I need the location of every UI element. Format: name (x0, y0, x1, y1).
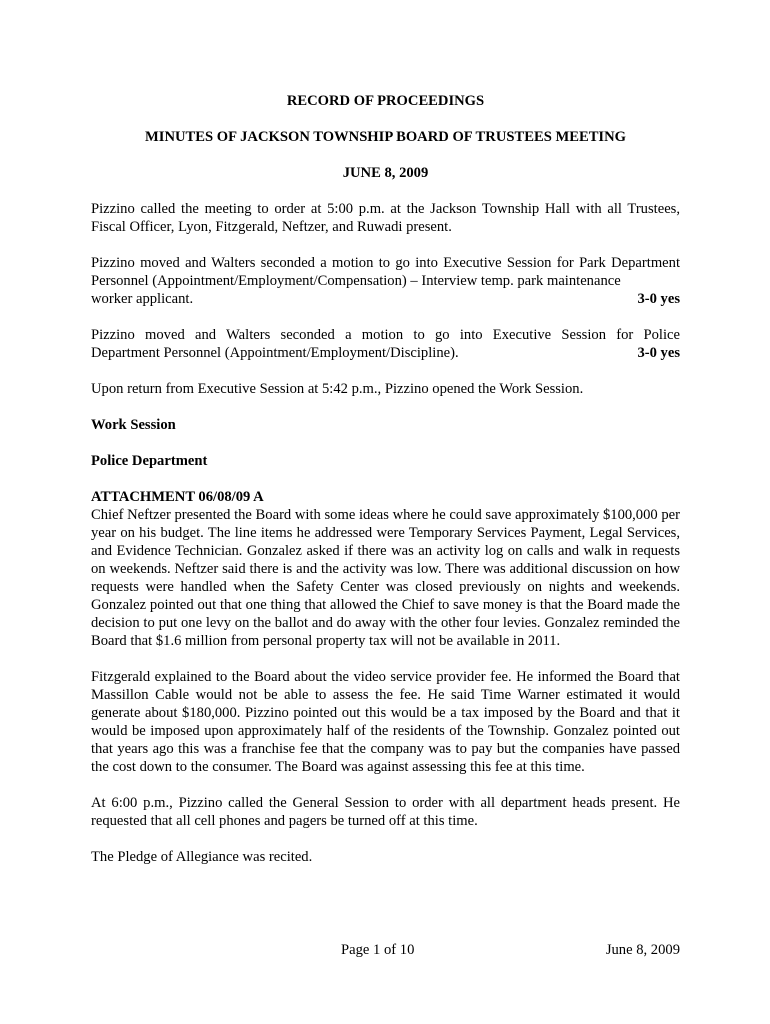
police-executive-session-paragraph (91, 326, 680, 362)
park-motion-last-line: worker applicant. (91, 291, 194, 307)
work-session-heading: Work Session (91, 417, 176, 433)
video-service-fee-paragraph: Fitzgerald explained to the Board about the video service provider fee. He informed the Board that Massillon Cable would not be able to assess the fee. He said Time Warner estimated it would generate about $180,000. Pizzino pointed out this would be a tax imposed by the Board and that it would be imposed upon approximately half of the residents of the Township. Gonzalez pointed out that years ago this was a franchise fee that the company was to pay but the companies have passed the cost down to the consumer. The Board was against assessing this fee at this time. (91, 669, 680, 775)
record-title: RECORD OF PROCEEDINGS (286, 93, 485, 109)
work-session-opened-paragraph: Upon return from Executive Session at 5:42 p.m., Pizzino opened the Work Session. (91, 381, 584, 397)
police-motion-last-line: Department Personnel (Appointment/Employment/Discipline). (91, 345, 459, 361)
park-vote-result: 3-0 yes (637, 291, 680, 307)
meeting-date: JUNE 8, 2009 (342, 165, 429, 181)
police-vote-result: 3-0 yes (637, 345, 680, 361)
attachment-heading: ATTACHMENT 06/08/09 A (91, 489, 264, 505)
document-body (91, 88, 680, 866)
call-to-order-paragraph: Pizzino called the meeting to order at 5:00 p.m. at the Jackson Township Hall with all Trustees, Fiscal Officer, Lyon, Fitzgerald, Neftzer, and Ruwadi present. (91, 201, 680, 235)
general-session-paragraph: At 6:00 p.m., Pizzino called the General Session to order with all department heads present. He requested that all cell phones and pagers be turned off at this time. (91, 795, 680, 829)
page-number: Page 1 of 10 (341, 942, 415, 958)
minutes-title: MINUTES OF JACKSON TOWNSHIP BOARD OF TRUSTEES MEETING (144, 129, 626, 145)
police-motion-text: Pizzino moved and Walters seconded a motion to go into Executive Session for Police (91, 327, 680, 343)
police-budget-paragraph: Chief Neftzer presented the Board with some ideas where he could save approximately $100,000 per year on his budget. The line items he addressed were Temporary Services Payment, Legal Services, and Evidence Technician. Gonzalez asked if there was an activity log on calls and walk in requests on weekends. Neftzer said there is and the activity was low. There was additional discussion on how requests were handled when the Safety Center was closed previously on nights and weekends. Gonzalez pointed out that one thing that allowed the Chief to save money is that the Board made the decision to put one levy on the ballot and do away with the other four levies. Gonzalez reminded the Board that $1.6 million from personal property tax will not be available in 2011. (91, 507, 680, 649)
pledge-paragraph: The Pledge of Allegiance was recited. (91, 849, 313, 865)
police-department-heading: Police Department (91, 453, 208, 469)
park-executive-session-paragraph (91, 254, 680, 308)
footer-date: June 8, 2009 (605, 942, 680, 958)
park-motion-text: Pizzino moved and Walters seconded a motion to go into Executive Session for Park Department Personnel (Appointment/Employment/Compensation) – Interview temp. park maintenance (91, 255, 680, 289)
